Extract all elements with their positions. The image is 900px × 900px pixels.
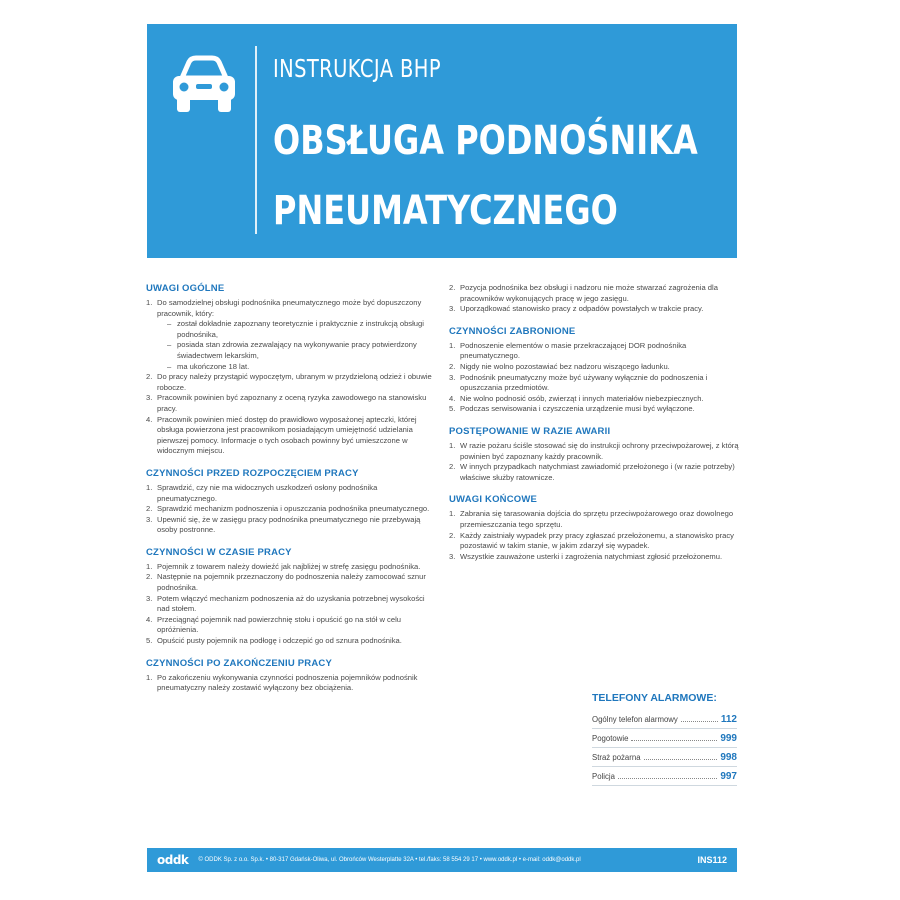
phones-title: TELEFONY ALARMOWE: xyxy=(592,692,717,704)
item-number: 3. xyxy=(146,514,153,524)
phone-number: 997 xyxy=(720,771,737,782)
list-item xyxy=(449,404,739,415)
item-number: 1. xyxy=(449,340,456,350)
item-number: 2. xyxy=(146,504,153,514)
item-number: 3. xyxy=(449,551,456,561)
list-item xyxy=(146,372,436,393)
phone-label: Ogólny telefon alarmowy xyxy=(592,715,678,724)
car-icon xyxy=(169,54,239,114)
item-text: Pozycja podnośnika bez obsługi i nadzoru nie może stwarzać zagrożenia dla pracowników wykonujących pracę w jego zasięgu. xyxy=(460,283,718,303)
phone-number: 998 xyxy=(720,752,737,763)
list-item xyxy=(449,304,739,315)
footer-contact: © ODDK Sp. z o.o. Sp.k. • 80-317 Gdańsk-Oliwa, ul. Obrońców Westerplatte 32A • tel./faks: 58 554 29 17 • www.oddk.pl • e-mail: oddk@oddk.pl xyxy=(198,857,581,863)
final-list xyxy=(449,509,739,562)
header-divider xyxy=(255,46,257,234)
item-text: Nie wolno podnosić osób, zwierząt i innych materiałów niebezpiecznych. xyxy=(460,393,704,403)
item-number: 1. xyxy=(146,672,153,682)
item-text: Do samodzielnej obsługi podnośnika pneumatycznego może być dopuszczony pracownik, który: xyxy=(157,298,422,318)
item-text: Każdy zaistniały wypadek przy pracy zgłaszać przełożonemu, a stanowisko pracy pozostawić w takim stanie, w jakim zdarzył się wypadek. xyxy=(460,530,734,551)
item-number: 1. xyxy=(449,440,456,450)
section-final-remarks xyxy=(449,494,739,562)
phone-label: Pogotowie xyxy=(592,734,629,743)
item-text: Do pracy należy przystąpić wypoczętym, ubranym w przydzieloną odzież i obuwie robocze. xyxy=(157,372,432,392)
item-text: Potem włączyć mechanizm podnoszenia aż do uzyskania potrzebnej wysokości nad stołem. xyxy=(157,593,425,614)
emergency-list xyxy=(449,441,739,483)
before-list xyxy=(146,483,436,536)
list-item xyxy=(146,673,436,694)
list-item xyxy=(449,341,739,362)
after-list-continued xyxy=(449,283,739,315)
list-item xyxy=(449,394,739,405)
item-text: Pracownik powinien mieć dostęp do prawidłowo wyposażonej apteczki, której obsługa powierzona jest pracownikom posiadającym umiejętność udzielania pierwszej pomocy. Informacje o tych osobach powinny być umieszczone w widocznym miejscu. xyxy=(157,414,417,456)
phone-label: Policja xyxy=(592,772,615,781)
item-text: Po zakończeniu wykonywania czynności podnoszenia pojemników podnośnik pneumatyczny należy zostawić wyłączony bez obciążenia. xyxy=(157,672,418,693)
section-before-work xyxy=(146,468,436,536)
item-text: Zabrania się tarasowania dojścia do sprzętu przeciwpożarowego oraz dowolnego przemieszczania tego sprzętu. xyxy=(460,509,734,529)
sub-item: – został dokładnie zapoznany teoretycznie i praktycznie z instrukcją obsługi podnośnika, xyxy=(167,319,436,340)
section-emergency xyxy=(449,426,739,483)
dotted-leader xyxy=(631,729,717,741)
item-text: Uporządkować stanowisko pracy z odpadów powstałych w trakcie pracy. xyxy=(460,304,704,314)
after-list xyxy=(146,673,436,694)
phone-label: Straż pożarna xyxy=(592,753,641,762)
item-text: Nigdy nie wolno pozostawiać bez nadzoru wiszącego ładunku. xyxy=(460,361,670,371)
item-number: 2. xyxy=(449,361,456,371)
list-item xyxy=(146,483,436,504)
phone-row xyxy=(592,729,737,748)
item-number: 5. xyxy=(146,636,153,646)
title-line-1: OBSŁUGA PODNOŚNIKA xyxy=(273,118,698,164)
item-number: 5. xyxy=(449,404,456,414)
section-heading: CZYNNOŚCI W CZASIE PRACY xyxy=(146,546,292,558)
list-item xyxy=(146,572,436,593)
forbidden-list xyxy=(449,341,739,415)
left-column xyxy=(146,283,436,705)
during-list xyxy=(146,562,436,647)
general-list xyxy=(146,298,436,457)
item-text: W innych przypadkach natychmiast zawiadomić przełożonego i (w razie potrzeby) właściwe służby ratownicze. xyxy=(460,462,735,482)
item-number: 2. xyxy=(449,462,456,472)
footer-bar xyxy=(147,848,737,872)
oddk-logo: oddk xyxy=(157,853,189,867)
item-number: 1. xyxy=(146,298,153,307)
item-text: Podczas serwisowania i czyszczenia urządzenie musi być wyłączone. xyxy=(460,404,695,414)
emergency-phones xyxy=(592,692,737,786)
item-text: Sprawdzić mechanizm podnoszenia i opuszczania podnośnika pneumatycznego. xyxy=(157,504,430,514)
dotted-leader xyxy=(644,748,718,760)
section-heading: UWAGI OGÓLNE xyxy=(146,283,225,294)
item-number: 3. xyxy=(146,593,153,603)
item-number: 3. xyxy=(146,393,153,403)
item-text: Sprawdzić, czy nie ma widocznych uszkodzeń osłony podnośnika pneumatycznego. xyxy=(157,482,378,503)
item-number: 1. xyxy=(146,561,153,571)
section-heading: UWAGI KOŃCOWE xyxy=(449,494,538,506)
list-item xyxy=(449,283,739,304)
list-item xyxy=(449,531,739,552)
dotted-leader xyxy=(618,767,717,779)
item-number: 4. xyxy=(146,614,153,624)
item-number: 2. xyxy=(146,572,153,582)
item-text: Pracownik powinien być zapoznany z oceną ryzyka zawodowego na stanowisku pracy. xyxy=(157,393,427,413)
dotted-leader xyxy=(681,710,718,722)
list-item xyxy=(146,393,436,414)
item-text: Podnośnik pneumatyczny może być używany wyłącznie do podnoszenia i opuszczania przedmiotów. xyxy=(460,372,708,393)
section-after-work xyxy=(146,658,436,694)
document-code: INS112 xyxy=(697,855,727,865)
item-text: Wszystkie zauważone usterki i zagrożenia natychmiast zgłosić przełożonemu. xyxy=(460,551,723,561)
list-item xyxy=(449,373,739,394)
section-heading: POSTĘPOWANIE W RAZIE AWARII xyxy=(449,425,611,437)
section-general xyxy=(146,283,436,457)
list-item xyxy=(146,562,436,573)
item-number: 2. xyxy=(146,372,153,382)
list-item xyxy=(449,462,739,483)
item-text: Opuścić pusty pojemnik na podłogę i odczepić go od sznura podnośnika. xyxy=(157,636,402,646)
header-banner xyxy=(147,24,737,258)
item-number: 4. xyxy=(449,393,456,403)
sub-item: – posiada stan zdrowia zezwalający na wykonywanie pracy potwierdzony świadectwem lekarskim, xyxy=(167,340,436,361)
list-item xyxy=(146,515,436,536)
section-heading: CZYNNOŚCI ZABRONIONE xyxy=(449,325,576,337)
section-heading: CZYNNOŚCI PO ZAKOŃCZENIU PRACY xyxy=(146,657,332,669)
right-column xyxy=(449,283,739,573)
sub-list xyxy=(157,319,436,372)
phone-number: 999 xyxy=(720,733,737,744)
item-number: 2. xyxy=(449,283,456,292)
phone-row xyxy=(592,710,737,729)
item-text: Upewnić się, że w zasięgu pracy podnośnika pneumatycznego nie przebywają osoby postronne. xyxy=(157,514,421,535)
list-item xyxy=(146,504,436,515)
item-text: W razie pożaru ściśle stosować się do instrukcji ochrony przeciwpożarowej, z którą powinien być zapoznany każdy pracownik. xyxy=(460,440,739,461)
section-forbidden xyxy=(449,326,739,415)
item-number: 4. xyxy=(146,414,153,424)
list-item xyxy=(146,298,436,372)
item-text: Pojemnik z towarem należy dowieźć jak najbliżej w strefę zasięgu podnośnika. xyxy=(157,561,421,571)
item-number: 3. xyxy=(449,372,456,382)
section-heading: CZYNNOŚCI PRZED ROZPOCZĘCIEM PRACY xyxy=(146,467,359,479)
item-text: Podnoszenie elementów o masie przekraczającej DOR podnośnika pneumatycznego. xyxy=(460,340,687,361)
item-number: 2. xyxy=(449,530,456,540)
section-after-work-continued xyxy=(449,283,739,315)
list-item xyxy=(449,362,739,373)
list-item xyxy=(146,415,436,457)
document-title xyxy=(273,106,721,246)
item-text: Przeciągnąć pojemnik nad powierzchnię stołu i opuścić go na stół w celu opróżnienia. xyxy=(157,614,401,635)
sub-item: – ma ukończone 18 lat. xyxy=(167,362,436,373)
list-item xyxy=(146,594,436,615)
item-text: Następnie na pojemnik przeznaczony do podnoszenia należy zamocować sznur podnośnika. xyxy=(157,572,426,593)
phone-row xyxy=(592,767,737,786)
list-item xyxy=(146,615,436,636)
phone-row xyxy=(592,748,737,767)
phone-number: 112 xyxy=(720,714,737,725)
item-number: 1. xyxy=(146,482,153,492)
list-item xyxy=(449,552,739,563)
title-line-2: PNEUMATYCZNEGO xyxy=(273,188,618,234)
list-item xyxy=(449,441,739,462)
list-item xyxy=(146,636,436,647)
section-during-work xyxy=(146,547,436,647)
document-subtitle: INSTRUKCJA BHP xyxy=(273,54,441,83)
item-number: 3. xyxy=(449,304,456,314)
item-number: 1. xyxy=(449,509,456,519)
list-item xyxy=(449,509,739,530)
